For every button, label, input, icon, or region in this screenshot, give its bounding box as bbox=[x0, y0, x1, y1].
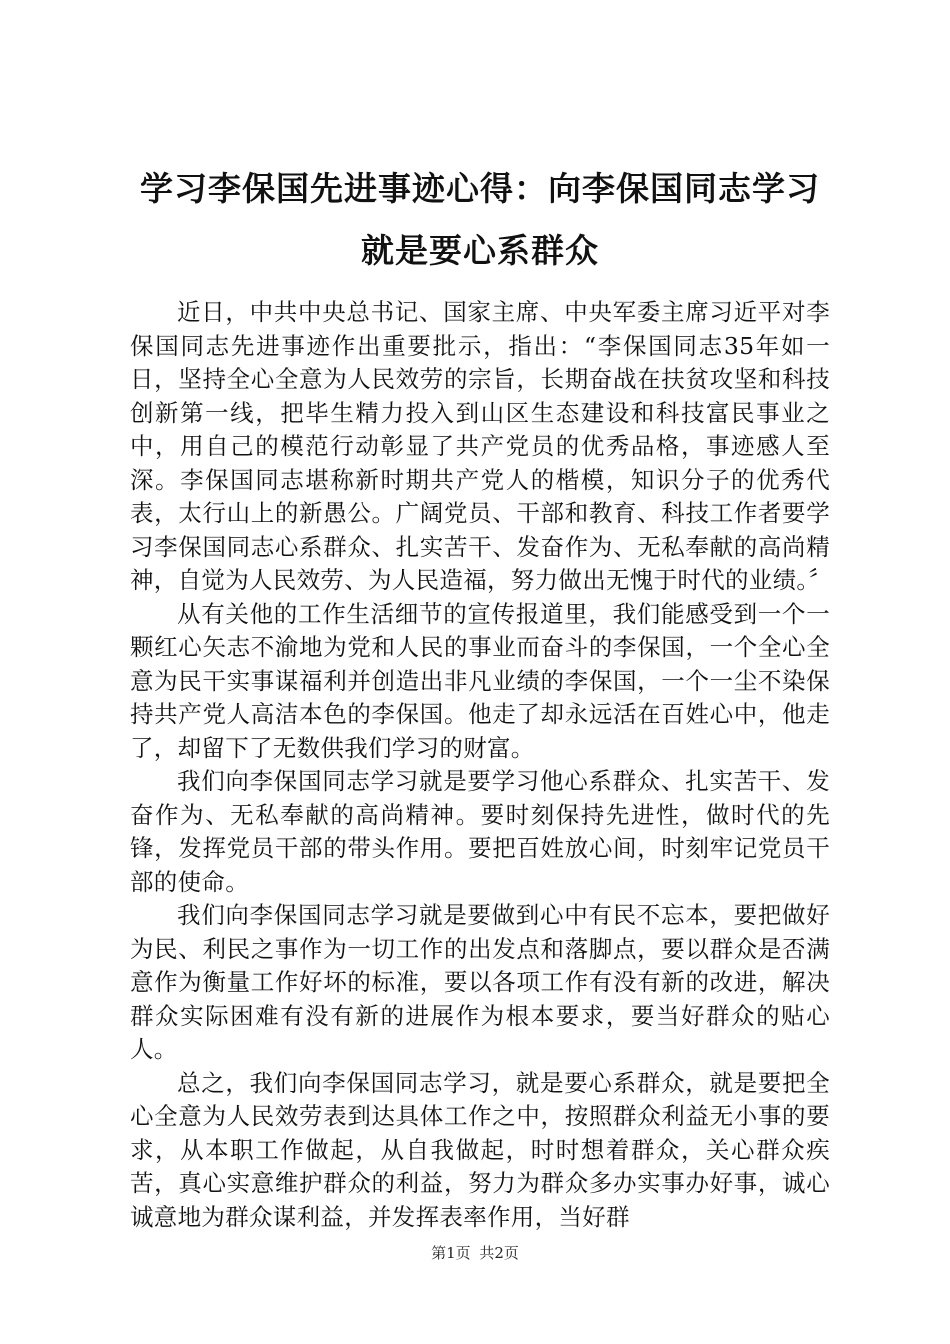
paragraph: 总之，我们向李保国同志学习，就是要心系群众，就是要把全心全意为人民效劳表到达具体工作之中，按照群众利益无小事的要求，从本职工作做起，从自我做起，时时想着群众，关心群众疾苦，真心实意维护群众的利益，努力为群众多办实事办好事，诚心诚意地为群众谋利益，并发挥表率作用，当好群 bbox=[130, 1068, 830, 1231]
page-footer bbox=[0, 1243, 950, 1263]
page-total: 共2页 bbox=[479, 1244, 519, 1262]
page-number: 第1页 bbox=[431, 1244, 471, 1262]
title-line-2: 就是要心系群众 bbox=[361, 231, 599, 270]
paragraph: 我们向李保国同志学习就是要学习他心系群众、扎实苦干、发奋作为、无私奉献的高尚精神。要时刻保持先进性，做时代的先锋，发挥党员干部的带头作用。要把百姓放心间，时刻牢记党员干部的使命。 bbox=[130, 767, 830, 896]
page-title bbox=[120, 158, 840, 282]
paragraph: 近日，中共中央总书记、国家主席、中央军委主席习近平对李保国同志先进事迹作出重要批示，指出：“李保国同志35年如一日，坚持全心全意为人民效劳的宗旨，长期奋战在扶贫攻坚和科技创新第一线，把毕生精力投入到山区生态建设和科技富民事业之中，用自己的模范行动彰显了共产党员的优秀品格，事迹感人至深。李保国同志堪称新时期共产党人的楷模，知识分子的优秀代表，太行山上的新愚公。广阔党员、干部和教育、科技工作者要学习李保国同志心系群众、扎实苦干、发奋作为、无私奉献的高尚精神，自觉为人民效劳、为人民造福，努力做出无愧于时代的业绩。〞 bbox=[130, 298, 833, 594]
paragraph: 从有关他的工作生活细节的宣传报道里，我们能感受到一个一颗红心矢志不渝地为党和人民的事业而奋斗的李保国，一个全心全意为民干实事谋福利并创造出非凡业绩的李保国，一个一尘不染保持共产党人高洁本色的李保国。他走了却永远活在百姓心中，他走了，却留下了无数供我们学习的财富。 bbox=[130, 599, 830, 762]
title-line-1: 学习李保国先进事迹心得：向李保国同志学习 bbox=[140, 169, 820, 208]
paragraph: 我们向李保国同志学习就是要做到心中有民不忘本，要把做好为民、利民之事作为一切工作的出发点和落脚点，要以群众是否满意作为衡量工作好坏的标准，要以各项工作有没有新的改进，解决群众实际困难有没有新的进展作为根本要求，要当好群众的贴心人。 bbox=[130, 901, 830, 1063]
document-body bbox=[130, 296, 833, 1234]
